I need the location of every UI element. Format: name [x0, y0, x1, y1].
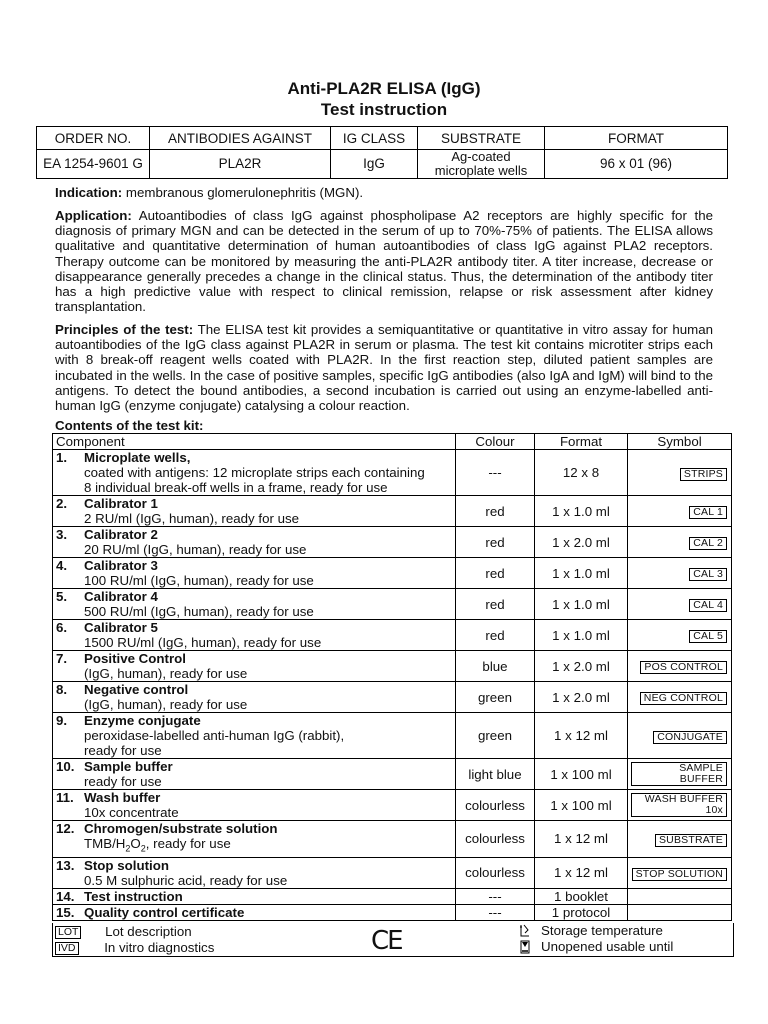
- kit-row-number: 9.: [56, 713, 68, 728]
- kit-colour: light blue: [456, 759, 535, 790]
- kit-row-number: 3.: [56, 527, 68, 542]
- kit-row-name: Calibrator 2: [84, 527, 158, 542]
- kit-component: [53, 904, 456, 920]
- kit-format: 1 x 1.0 ml: [535, 620, 628, 651]
- order-header-cell: FORMAT: [545, 127, 728, 150]
- kit-component: [53, 496, 456, 527]
- kit-row-name: Test instruction: [84, 888, 183, 904]
- kit-component: [53, 821, 456, 858]
- kit-row-name: Calibrator 4: [84, 589, 158, 604]
- antibodies-against: PLA2R: [150, 150, 331, 179]
- kit-row-number: 10.: [56, 759, 75, 774]
- kit-colour: ---: [456, 450, 535, 496]
- kit-row-desc: (IgG, human), ready for use: [84, 666, 248, 681]
- kit-component: [53, 857, 456, 888]
- kit-symbol: STOP SOLUTION: [632, 868, 727, 881]
- kit-row-desc: coated with antigens: 12 microplate strips each containing: [84, 465, 425, 480]
- kit-format: 1 x 2.0 ml: [535, 682, 628, 713]
- kit-row-number: 12.: [56, 821, 75, 836]
- kit-colour: red: [456, 527, 535, 558]
- thermometer-icon: [519, 924, 531, 938]
- kit-symbol: NEG CONTROL: [640, 692, 727, 705]
- kit-format: 1 protocol: [535, 904, 628, 920]
- order-value-row: [37, 150, 728, 179]
- kit-row-name: Calibrator 5: [84, 620, 158, 635]
- kit-header-colour: Colour: [456, 434, 535, 450]
- application-paragraph: [55, 208, 713, 314]
- kit-row-desc: 0.5 M sulphuric acid, ready for use: [84, 872, 288, 888]
- kit-row: [53, 904, 732, 920]
- kit-component: [53, 558, 456, 589]
- formula-part: , ready for use: [145, 836, 231, 851]
- kit-row: [53, 589, 732, 620]
- kit-format: 1 x 1.0 ml: [535, 558, 628, 589]
- kit-row-desc: 500 RU/ml (IgG, human), ready for use: [84, 604, 314, 619]
- kit-colour: red: [456, 496, 535, 527]
- kit-row: [53, 713, 732, 759]
- kit-row-desc: 100 RU/ml (IgG, human), ready for use: [84, 573, 314, 588]
- formula-subscript: 2: [125, 843, 131, 854]
- kit-row-name: Stop solution: [84, 857, 169, 873]
- order-header-cell: ORDER NO.: [37, 127, 150, 150]
- kit-row-number: 6.: [56, 620, 68, 635]
- kit-row-number: 15.: [56, 904, 75, 920]
- formula-subscript: 2: [140, 843, 146, 854]
- kit-symbol: POS CONTROL: [640, 661, 727, 674]
- kit-component: [53, 759, 456, 790]
- symbol-legend: [52, 923, 734, 957]
- substrate-line-2: microplate wells: [434, 163, 528, 178]
- storage-text: Storage temperature: [541, 923, 663, 938]
- kit-symbol: SUBSTRATE: [655, 834, 727, 847]
- kit-row-desc: [56, 836, 452, 857]
- kit-symbol: CAL 5: [689, 630, 727, 643]
- kit-colour: colourless: [456, 821, 535, 858]
- legend-ivd: [55, 940, 214, 956]
- kit-row-desc: 10x concentrate: [84, 805, 179, 820]
- title-line-2: Test instruction: [320, 100, 448, 119]
- kit-colour: colourless: [456, 790, 535, 821]
- kit-row-desc: ready for use: [84, 743, 162, 758]
- ig-class: IgG: [331, 150, 418, 179]
- kit-header-symbol: Symbol: [628, 434, 732, 450]
- order-header-cell: IG CLASS: [331, 127, 418, 150]
- lot-text: Lot description: [105, 924, 192, 939]
- kit-row-name: Wash buffer: [84, 790, 161, 805]
- order-header-cell: SUBSTRATE: [418, 127, 545, 150]
- kit-row-number: 7.: [56, 651, 68, 666]
- kit-symbol: STRIPS: [680, 468, 727, 481]
- order-header-cell: ANTIBODIES AGAINST: [150, 127, 331, 150]
- kit-row: [53, 759, 732, 790]
- kit-row-name: Calibrator 1: [84, 496, 158, 511]
- kit-row: [53, 857, 732, 888]
- kit-format: 1 x 12 ml: [535, 857, 628, 888]
- kit-row-name: Sample buffer: [84, 759, 173, 774]
- principles-paragraph: [55, 322, 713, 413]
- kit-row-desc: 20 RU/ml (IgG, human), ready for use: [84, 542, 307, 557]
- kit-component: [53, 589, 456, 620]
- kit-symbol: CAL 2: [689, 537, 727, 550]
- kit-component: [53, 790, 456, 821]
- kit-symbol-empty: [628, 888, 732, 904]
- kit-row: [53, 651, 732, 682]
- kit-colour: green: [456, 713, 535, 759]
- kit-row: [53, 527, 732, 558]
- order-table: [36, 126, 728, 179]
- kit-row-name: Quality control certificate: [84, 904, 245, 920]
- kit-row: [53, 450, 732, 496]
- kit-format: 1 x 100 ml: [535, 759, 628, 790]
- formula-part: O: [130, 836, 141, 851]
- kit-format: 1 x 2.0 ml: [535, 527, 628, 558]
- ivd-text: In vitro diagnostics: [104, 940, 215, 955]
- kit-row-number: 8.: [56, 682, 68, 697]
- indication-text: membranous glomerulonephritis (MGN).: [122, 185, 364, 200]
- kit-format: 1 x 2.0 ml: [535, 651, 628, 682]
- kit-row-number: 1.: [56, 450, 68, 465]
- kit-component: [53, 682, 456, 713]
- kit-colour: red: [456, 589, 535, 620]
- kit-component: [53, 651, 456, 682]
- kit-table: [52, 433, 732, 921]
- kit-row-desc: 1500 RU/ml (IgG, human), ready for use: [84, 635, 322, 650]
- kit-header-row: [53, 434, 732, 450]
- order-header-row: [37, 127, 728, 150]
- kit-format: 1 booklet: [535, 888, 628, 904]
- kit-component: [53, 888, 456, 904]
- formula-part: TMB/H: [84, 836, 126, 851]
- kit-row: [53, 558, 732, 589]
- kit-colour: ---: [456, 888, 535, 904]
- kit-row-number: 11.: [56, 790, 74, 805]
- kit-row-number: 4.: [56, 558, 68, 573]
- kit-component: [53, 620, 456, 651]
- legend-lot: [55, 924, 192, 940]
- application-label: Application:: [55, 208, 132, 223]
- kit-row-name: Positive Control: [84, 651, 186, 666]
- kit-row: [53, 496, 732, 527]
- kit-row: [53, 821, 732, 858]
- contents-heading: Contents of the test kit:: [55, 418, 204, 433]
- kit-row-name: Enzyme conjugate: [84, 713, 201, 728]
- kit-row-name: Microplate wells,: [84, 450, 191, 465]
- kit-row: [53, 888, 732, 904]
- indication-label: Indication:: [55, 185, 123, 200]
- kit-format: 1 x 1.0 ml: [535, 496, 628, 527]
- kit-colour: red: [456, 558, 535, 589]
- kit-component: [53, 450, 456, 496]
- kit-colour: ---: [456, 904, 535, 920]
- substrate-line-1: Ag-coated: [451, 149, 511, 164]
- kit-colour: red: [456, 620, 535, 651]
- kit-row-number: 14.: [56, 888, 75, 904]
- kit-symbol: WASH BUFFER 10x: [631, 793, 727, 817]
- kit-row-name: Negative control: [84, 682, 189, 697]
- kit-component: [53, 713, 456, 759]
- kit-format: 1 x 12 ml: [535, 713, 628, 759]
- substrate: [418, 150, 545, 179]
- kit-row-desc: peroxidase-labelled anti-human IgG (rabbit),: [84, 728, 345, 743]
- application-text: Autoantibodies of class IgG against phospholipase A2 receptors are highly specific for the diagnosis of primary MGN and can be detected in the serum of up to 70%-75% of patients. The ELISA allows qualitative and quantitative determination of human autoantibodies of class IgG against PLA2 receptors. Therapy outcome can be monitored by measuring the anti-PLA2R antibody titer. A titer increase, decrease or disappearance generally precedes a change in the clinical status. Thus, the determination of the antibody titer has a high predictive value with respect to clinical remission, relapse or risk assessment after kidney transplantation.: [55, 208, 713, 315]
- hourglass-icon: [519, 940, 531, 954]
- kit-format: 1 x 12 ml: [535, 821, 628, 858]
- kit-symbol: CAL 1: [689, 506, 727, 519]
- kit-row-number: 13.: [56, 857, 75, 873]
- kit-row: [53, 790, 732, 821]
- principles-label: Principles of the test:: [55, 322, 194, 337]
- usable-text: Unopened usable until: [541, 939, 674, 954]
- ce-mark: CE: [371, 926, 402, 956]
- kit-component: [53, 527, 456, 558]
- lot-symbol: LOT: [55, 926, 81, 939]
- format: 96 x 01 (96): [545, 150, 728, 179]
- kit-row: [53, 620, 732, 651]
- kit-row-desc: (IgG, human), ready for use: [84, 697, 248, 712]
- kit-colour: green: [456, 682, 535, 713]
- kit-row-name: Chromogen/substrate solution: [84, 821, 278, 836]
- kit-format: 1 x 1.0 ml: [535, 589, 628, 620]
- order-number: EA 1254-9601 G: [37, 150, 150, 179]
- kit-format: 1 x 100 ml: [535, 790, 628, 821]
- kit-format: 12 x 8: [535, 450, 628, 496]
- kit-header-component: Component: [53, 434, 456, 450]
- document-title: [0, 78, 768, 120]
- kit-symbol: CONJUGATE: [653, 731, 727, 744]
- kit-symbol: CAL 3: [689, 568, 727, 581]
- kit-row-number: 5.: [56, 589, 68, 604]
- kit-row-desc: 8 individual break-off wells in a frame, ready for use: [84, 480, 388, 495]
- principles-text: The ELISA test kit provides a semiquantitative or quantitative in vitro assay for human autoantibodies of the IgG class against PLA2R in serum or plasma. The test kit contains microtiter strips each with 8 break-off reagent wells coated with PLA2R. In the first reaction step, diluted patient samples are incubated in the wells. In the case of positive samples, specific IgG antibodies (also IgA and IgM) will bind to the antigens. To detect the bound antibodies, a second incubation is carried out using an enzyme-labelled anti-human IgG (enzyme conjugate) catalysing a colour reaction.: [55, 322, 713, 414]
- ivd-symbol: IVD: [55, 942, 79, 955]
- kit-row-number: 2.: [56, 496, 68, 511]
- kit-row-name: Calibrator 3: [84, 558, 158, 573]
- kit-colour: blue: [456, 651, 535, 682]
- kit-row-desc: ready for use: [84, 774, 162, 789]
- kit-symbol-empty: [628, 904, 732, 920]
- kit-row-desc: 2 RU/ml (IgG, human), ready for use: [84, 511, 300, 526]
- kit-symbol: CAL 4: [689, 599, 727, 612]
- title-line-1: Anti-PLA2R ELISA (IgG): [287, 79, 481, 98]
- indication-paragraph: [55, 185, 713, 200]
- kit-row: [53, 682, 732, 713]
- kit-symbol: SAMPLE BUFFER: [631, 762, 727, 786]
- kit-header-format: Format: [535, 434, 628, 450]
- kit-colour: colourless: [456, 857, 535, 888]
